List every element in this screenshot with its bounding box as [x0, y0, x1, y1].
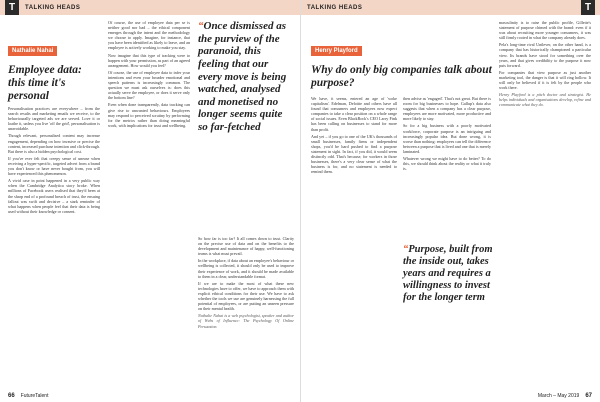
- paragraph: masculinity is to raise the public profile, Gillette's statement of purpose chimed with the brand: even if it was about recruiting more younger consumers, it was still firmly rooted in what the company already does.: [499, 20, 591, 41]
- paragraph: Of course, the use of employee data per se is neither good nor bad – the ethical component emerges through the intent and the methodology we choose to apply. Imagine, for instance, that you have been identified as likely to leave, and an employee is actively working to make you stay.: [108, 20, 190, 51]
- paragraph: And yet – if you go to one of the UK's thousands of small businesses, family firms or independent shops, you'd be hard pushed to find a purpose statement in sight. In fact, if you did, it would seem distinctly odd. That's because, for workers in those businesses, there's a very clear sense of what the business is for, and no statement is needed to remind them.: [311, 133, 397, 175]
- page-number: 67: [585, 393, 592, 399]
- quote-mark-icon: “: [198, 20, 204, 32]
- paragraph: Whatever wrong we might have to do better? To do this, we should think about the reality or what it truly is.: [403, 156, 491, 172]
- section-badge: T: [581, 0, 595, 15]
- pull-quote-text: Purpose, built from the inside out, takes years and requires a willingness to invest for the longer term: [403, 244, 493, 304]
- paragraph: Even when done transparently, data tracking can give rise to unwanted behaviours. Employees may respond to perceived scrutiny by performing for the metrics rather than doing meaningful work, with implications for trust and wellbeing.: [108, 102, 190, 128]
- author-byline: Henry Playford: [311, 46, 362, 56]
- pull-quote: [198, 20, 294, 134]
- issue-date: March – May 2019: [537, 393, 580, 399]
- left-column-2: [108, 20, 190, 390]
- paragraph: If you've ever felt that creepy sense of unease when receiving a hyper-specific, targeted advert from a brand you don't know or have never bought from, you will have experienced this phenomenon.: [8, 155, 100, 177]
- paragraph: Now imagine that this type of tracking were to happen with your permission, as part of an agreed arrangement. How would you feel?: [108, 52, 190, 68]
- paragraph: In the workplace, if data about an employee's behaviour or wellbeing is collected, it should only be used to improve their experience of work, and it should be made available to them in a clear, understandable format.: [198, 258, 294, 279]
- magazine-name: FutureTalent: [20, 393, 49, 399]
- left-column-3: [198, 236, 294, 390]
- right-section-header: [301, 0, 600, 15]
- paragraph: So for a big business with a poorly motivated workforce, corporate purpose is an intriguing and increasingly popular idea. But done wrong, it is worse than nothing: employees can tell the difference between a purpose that is lived and one that is merely laminated.: [403, 123, 491, 154]
- quote-mark-icon: “: [403, 244, 409, 255]
- paragraph: For companies that view purpose as just another marketing tool, the danger is that it will ring hollow. It will only be believed if it is felt by the people who work there.: [499, 69, 591, 91]
- paragraph: Pela's long-time rival Unilever, on the other hand, is a company that has historically championed a particular view. Its brands have stood for something over the years, and that gives credibility to the purpose it now puts forward.: [499, 42, 591, 68]
- right-footer: [301, 390, 600, 402]
- paragraph: Though relevant, personalised content may increase engagement, depending on how invasive or precise the content, increased purchase intention and click-through. But there is also a hidden psychological cost.: [8, 133, 100, 154]
- paragraph: So how far is too far? It all comes down to trust. Clarity on the precise use of data and on the benefits to the development and maintenance of happy, well-functioning teams is what must prevail.: [198, 236, 294, 257]
- section-label: TALKING HEADS: [25, 4, 81, 11]
- page-number: 66: [8, 393, 15, 399]
- paragraph: Of course, the use of employee data to infer your intentions and even your broader emotional and speech patterns is increasingly common. The question we must ask ourselves is: does this actually serve the employee, or does it serve only the bottom line?: [108, 69, 190, 101]
- paragraph: then advise as 'engaged'. That's not great. But there is room for big businesses to hope. Gallup's data also suggests that when a company has a clear purpose, employees are more motivated, more productive and more likely to stay.: [403, 96, 491, 122]
- article-headline: Why do only big companies talk about purpose?: [311, 64, 492, 90]
- right-page: [300, 0, 600, 402]
- right-column-1: [311, 96, 397, 388]
- paragraph: Personalisation practices are everywhere – from the search results and marketing emails we receive, to the behaviourally targeted ads we are served. Love it or loathe it, unless you live 'off the grid', personalisation is unavoidable.: [8, 106, 100, 132]
- paragraph: If we are to make the most of what these new technologies have to offer, we have to approach them with explicit ethical conditions for their use. We have to ask whether the tools we use are genuinely harnessing the full potential of employees, or are putting an unseen pressure on their mental health.: [198, 280, 294, 312]
- article-headline: Employee data: this time it's personal: [8, 64, 82, 103]
- author-bio: Henry Playford is a pitch doctor and strategist. He helps individuals and organisations develop, refine and communicate what they do.: [499, 92, 591, 108]
- pull-quote: [403, 244, 493, 304]
- paragraph: A vivid case in point happened in a very public way when the Cambridge Analytica story broke. When millions of Facebook users realised that they'd been at the sharp end of a profound breach of trust, the ensuing fallout was swift and decisive – a stark reminder of what happens when people feel that their data is being used without their knowledge or consent.: [8, 178, 100, 214]
- paragraph: We have, it seems, entered an age of 'woke capitalism'. Edelman, Deloitte and others have all found that consumers and employees now expect companies to take a clear position on a whole range of social issues. Even BlackRock's CEO Larry Fink has been calling on businesses to stand for more than profit.: [311, 96, 397, 132]
- right-column-2: [403, 96, 491, 236]
- section-label: TALKING HEADS: [307, 4, 363, 11]
- author-byline: Nathalie Nahai: [8, 46, 57, 56]
- left-column-1: [8, 106, 100, 390]
- section-badge: T: [5, 0, 19, 15]
- pull-quote-text: Once dismissed as the purview of the paranoid, this feeling that our every move is being watched, analysed and monetised no longer seems quite so far-fetched: [198, 20, 287, 134]
- author-bio: Nathalie Nahai is a web psychologist, speaker and author of Webs of Influence: The Psychology Of Online Persuasion.: [198, 313, 294, 329]
- left-footer: [0, 390, 300, 402]
- right-column-3: [499, 20, 591, 386]
- left-section-header: [0, 0, 300, 15]
